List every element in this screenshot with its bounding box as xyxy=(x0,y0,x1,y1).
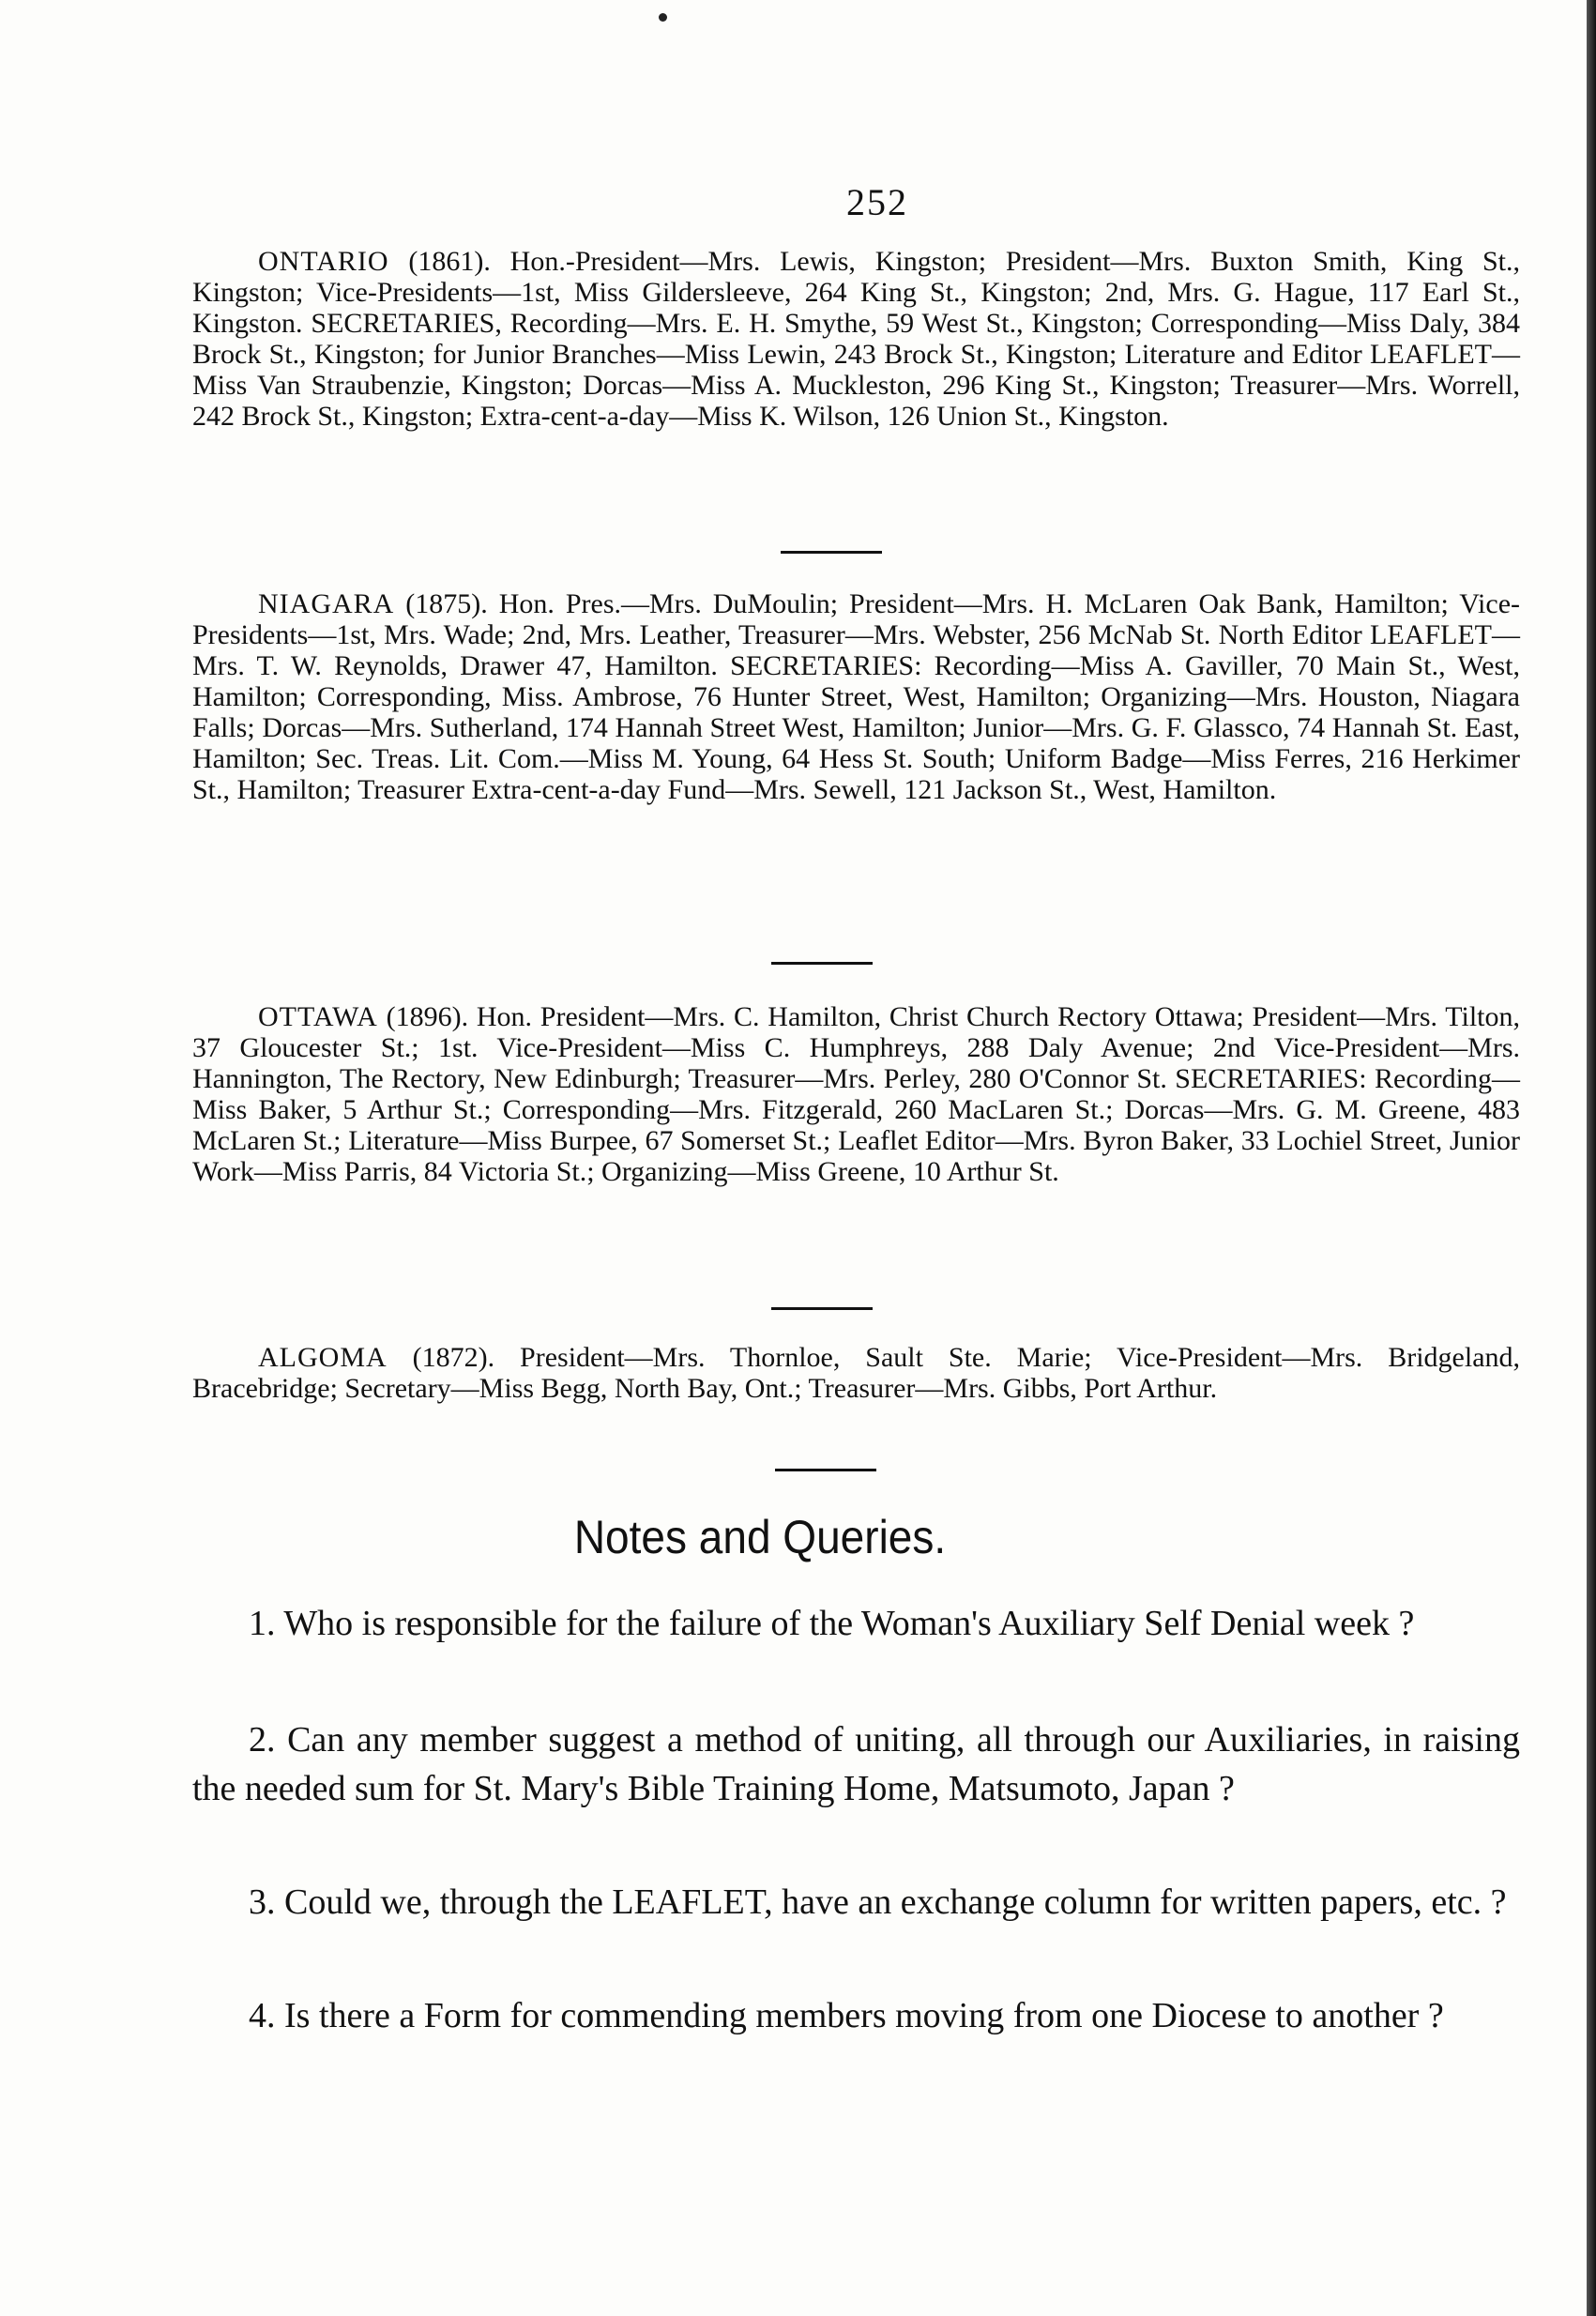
section-divider xyxy=(771,1307,873,1310)
query-item xyxy=(192,1991,1520,2040)
query-text: 2. Can any member suggest a method of uniting, all through our Auxiliaries, in raising the needed sum for St. Mary's Bible Training Home, Matsumoto, Japan ? xyxy=(192,1720,1520,1808)
notes-heading: Notes and Queries. xyxy=(573,1511,947,1563)
diocese-name: OTTAWA xyxy=(258,1001,378,1032)
diocese-officers: President—Mrs. Thornloe, Sault Ste. Marie; Vice-President—Mrs. Bridgeland, Bracebridge; Secretary—Miss Begg, North Bay, Ont.; Treasurer—Mrs. Gibbs, Port Arthur. xyxy=(192,1342,1521,1404)
diocese-name: ONTARIO xyxy=(258,246,389,277)
page-edge-shadow xyxy=(1587,0,1596,2316)
diocese-ontario xyxy=(192,246,1520,432)
diocese-ottawa xyxy=(192,1001,1520,1187)
ink-speck xyxy=(659,13,667,22)
query-item xyxy=(192,1878,1520,1927)
section-divider xyxy=(781,551,882,554)
diocese-founded: (1861). xyxy=(408,246,491,277)
query-text: 3. Could we, through the LEAFLET, have an exchange column for written papers, etc. ? xyxy=(249,1882,1507,1922)
diocese-founded: (1896). xyxy=(386,1001,469,1032)
diocese-founded: (1875). xyxy=(405,588,488,619)
diocese-officers: Hon. Pres.—Mrs. DuMoulin; President—Mrs. H. McLaren Oak Bank, Hamilton; Vice-Presidents—1st, Mrs. Wade; 2nd, Mrs. Leather, Treasurer—Mrs. Webster, 256 McNab St. North Editor LEAFLET—Mrs. T. W. Reynolds, Drawer 47, Hamilton. SECRETARIES: Recording—Miss A. Gaviller, 70 Main St., West, Hamilton; Corresponding, Miss. Ambrose, 76 Hunter Street, West, Hamilton; Organizing—Mrs. Houston, Niagara Falls; Dorcas—Mrs. Sutherland, 174 Hannah Street West, Hamilton; Junior—Mrs. G. F. Glassco, 74 Hannah St. East, Hamilton; Sec. Treas. Lit. Com.—Miss M. Young, 64 Hess St. South; Uniform Badge—Miss Ferres, 216 Herkimer St., Hamilton; Treasurer Extra-cent-a-day Fund—Mrs. Sewell, 121 Jackson St., West, Hamilton. xyxy=(192,588,1521,805)
diocese-name: ALGOMA xyxy=(258,1342,388,1373)
page-number: 252 xyxy=(846,181,908,223)
diocese-name: NIAGARA xyxy=(258,588,395,619)
diocese-officers: Hon. President—Mrs. C. Hamilton, Christ Church Rectory Ottawa; President—Mrs. Tilton, 37 Gloucester St.; 1st. Vice-President—Miss C. Humphreys, 288 Daly Avenue; 2nd Vice-President—Mrs. Hannington, The Rectory, New Edinburgh; Treasurer—Mrs. Perley, 280 O'Connor St. SECRETARIES: Recording—Miss Baker, 5 Arthur St.; Corresponding—Mrs. Fitzgerald, 260 MacLaren St.; Dorcas—Mrs. G. M. Greene, 483 McLaren St.; Literature—Miss Burpee, 67 Somerset St.; Leaflet Editor—Mrs. Byron Baker, 33 Lochiel Street, Junior Work—Miss Parris, 84 Victoria St.; Organizing—Miss Greene, 10 Arthur St. xyxy=(192,1001,1520,1187)
section-divider xyxy=(775,1469,876,1471)
query-item xyxy=(192,1599,1520,1648)
query-item xyxy=(192,1715,1520,1813)
diocese-officers: Hon.-President—Mrs. Lewis, Kingston; President—Mrs. Buxton Smith, King St., Kingston; Vice-Presidents—1st, Miss Gildersleeve, 264 King St., Kingston; 2nd, Mrs. G. Hague, 117 Earl St., Kingston. SECRETARIES, Recording—Mrs. E. H. Smythe, 59 West St., Kingston; Corresponding—Miss Daly, 384 Brock St., Kingston; for Junior Branches—Miss Lewin, 243 Brock St., Kingston; Literature and Editor LEAFLET—Miss Van Straubenzie, Kingston; Dorcas—Miss A. Muckleston, 296 King St., Kingston; Treasurer—Mrs. Worrell, 242 Brock St., Kingston; Extra-cent-a-day—Miss K. Wilson, 126 Union St., Kingston. xyxy=(192,246,1521,432)
diocese-niagara xyxy=(192,588,1520,805)
diocese-algoma xyxy=(192,1342,1520,1404)
section-divider xyxy=(771,962,873,965)
query-text: 1. Who is responsible for the failure of the Woman's Auxiliary Self Denial week ? xyxy=(249,1604,1415,1643)
diocese-founded: (1872). xyxy=(412,1342,495,1373)
query-text: 4. Is there a Form for commending members moving from one Diocese to another ? xyxy=(249,1996,1444,2035)
